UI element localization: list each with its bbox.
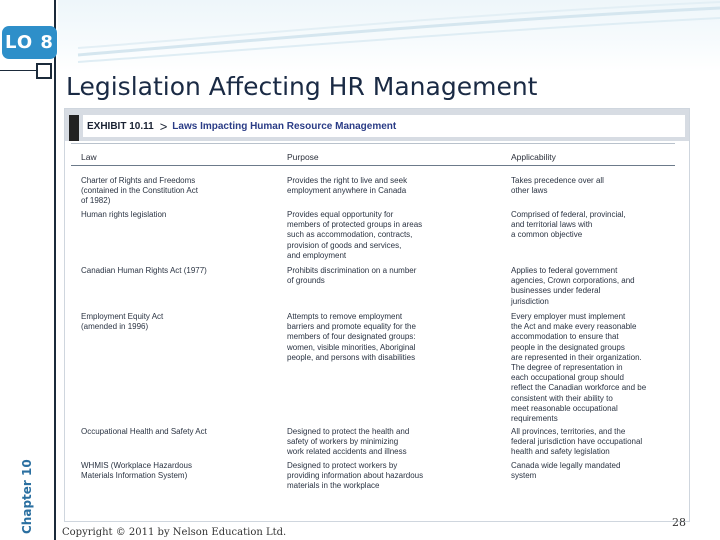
cell-purpose: members of four designated groups: — [287, 332, 416, 342]
cell-applicability: health and safety legislation — [511, 447, 610, 457]
exhibit-title-strip — [83, 115, 685, 137]
cell-purpose: Provides equal opportunity for — [287, 210, 394, 219]
cell-applicability: jurisdiction — [511, 296, 549, 306]
cell-applicability: The degree of representation in — [511, 363, 623, 372]
cell-applicability: meet reasonable occupational — [511, 403, 618, 413]
header-rule — [71, 165, 675, 166]
column-header-law: Law — [81, 152, 97, 162]
cell-applicability: reflect the Canadian workforce and be — [511, 383, 647, 393]
cell-purpose: Attempts to remove employment — [287, 312, 403, 321]
corner-square-icon — [36, 63, 52, 79]
column-header-purpose: Purpose — [287, 152, 319, 162]
cell-applicability: other laws — [511, 186, 548, 196]
cell-applicability: a common objective — [511, 230, 583, 240]
column-header-applicability: Applicability — [511, 152, 556, 162]
learning-objective-badge: LO 8 — [2, 26, 57, 59]
cell-purpose: women, visible minorities, Aboriginal — [287, 342, 416, 352]
cell-purpose: employment anywhere in Canada — [287, 186, 407, 196]
header-decoration — [58, 0, 720, 72]
cell-purpose: Designed to protect workers by — [287, 461, 398, 470]
exhibit-side-bar — [69, 115, 79, 141]
cell-law: Materials Information System) — [81, 471, 188, 481]
cell-applicability: are represented in their organization. — [511, 352, 642, 362]
horizontal-rule — [0, 70, 40, 71]
cell-applicability: accommodation to ensure that — [511, 332, 619, 342]
cell-applicability: Takes precedence over all — [511, 176, 604, 185]
cell-applicability: people in the designated groups — [511, 342, 625, 352]
exhibit-rule — [71, 143, 675, 144]
cell-applicability: the Act and make every reasonable — [511, 322, 637, 332]
cell-law: Canadian Human Rights Act (1977) — [81, 266, 207, 275]
exhibit-title: Laws Impacting Human Resource Management — [172, 120, 397, 132]
slide-title: Legislation Affecting HR Management — [66, 72, 538, 101]
cell-purpose: work related accidents and illness — [287, 447, 407, 457]
vertical-rule — [54, 0, 56, 540]
cell-applicability: businesses under federal — [511, 286, 601, 296]
cell-law: Human rights legislation — [81, 210, 167, 219]
cell-law: Charter of Rights and Freedoms — [81, 176, 196, 185]
cell-applicability: agencies, Crown corporations, and — [511, 276, 635, 286]
cell-applicability: each occupational group should — [511, 373, 624, 383]
cell-purpose: such as accommodation, contracts, — [287, 230, 413, 240]
cell-applicability: Applies to federal government — [511, 266, 618, 275]
cell-applicability: consistent with their ability to — [511, 393, 613, 403]
cell-applicability: Comprised of federal, provincial, — [511, 210, 626, 219]
cell-applicability: Every employer must implement — [511, 312, 626, 321]
cell-purpose: Provides the right to live and seek — [287, 176, 408, 185]
cell-law: Occupational Health and Safety Act — [81, 427, 207, 436]
copyright-text: Copyright © 2011 by Nelson Education Ltd. — [62, 527, 287, 538]
cell-purpose: provision of goods and services, — [287, 240, 402, 250]
cell-law: Employment Equity Act — [81, 312, 164, 321]
cell-purpose: providing information about hazardous — [287, 471, 424, 481]
swoosh-graphic — [58, 0, 720, 72]
cell-applicability: Canada wide legally mandated — [511, 461, 621, 470]
chevron-right-icon: > — [159, 118, 168, 134]
cell-purpose: of grounds — [287, 276, 325, 286]
cell-applicability: system — [511, 471, 537, 481]
cell-applicability: and territorial laws with — [511, 220, 593, 230]
cell-purpose: materials in the workplace — [287, 481, 380, 491]
cell-purpose: safety of workers by minimizing — [287, 437, 399, 447]
cell-purpose: members of protected groups in areas — [287, 220, 423, 230]
cell-purpose: Designed to protect the health and — [287, 427, 410, 436]
cell-purpose: barriers and promote equality for the — [287, 322, 416, 332]
cell-applicability: All provinces, territories, and the — [511, 427, 626, 436]
exhibit-table — [64, 108, 690, 522]
cell-law: (contained in the Constitution Act — [81, 186, 198, 196]
cell-purpose: Prohibits discrimination on a number — [287, 266, 417, 275]
page-number: 28 — [672, 516, 686, 529]
exhibit-label: EXHIBIT 10.11 — [87, 120, 154, 132]
cell-applicability: federal jurisdiction have occupational — [511, 437, 643, 447]
cell-law: WHMIS (Workplace Hazardous — [81, 461, 192, 470]
cell-applicability: requirements — [511, 414, 558, 423]
cell-law: of 1982) — [81, 196, 111, 206]
cell-purpose: and employment — [287, 250, 347, 260]
cell-purpose: people, and persons with disabilities — [287, 352, 416, 362]
chapter-label: Chapter 10 — [20, 459, 34, 534]
cell-law: (amended in 1996) — [81, 322, 149, 332]
